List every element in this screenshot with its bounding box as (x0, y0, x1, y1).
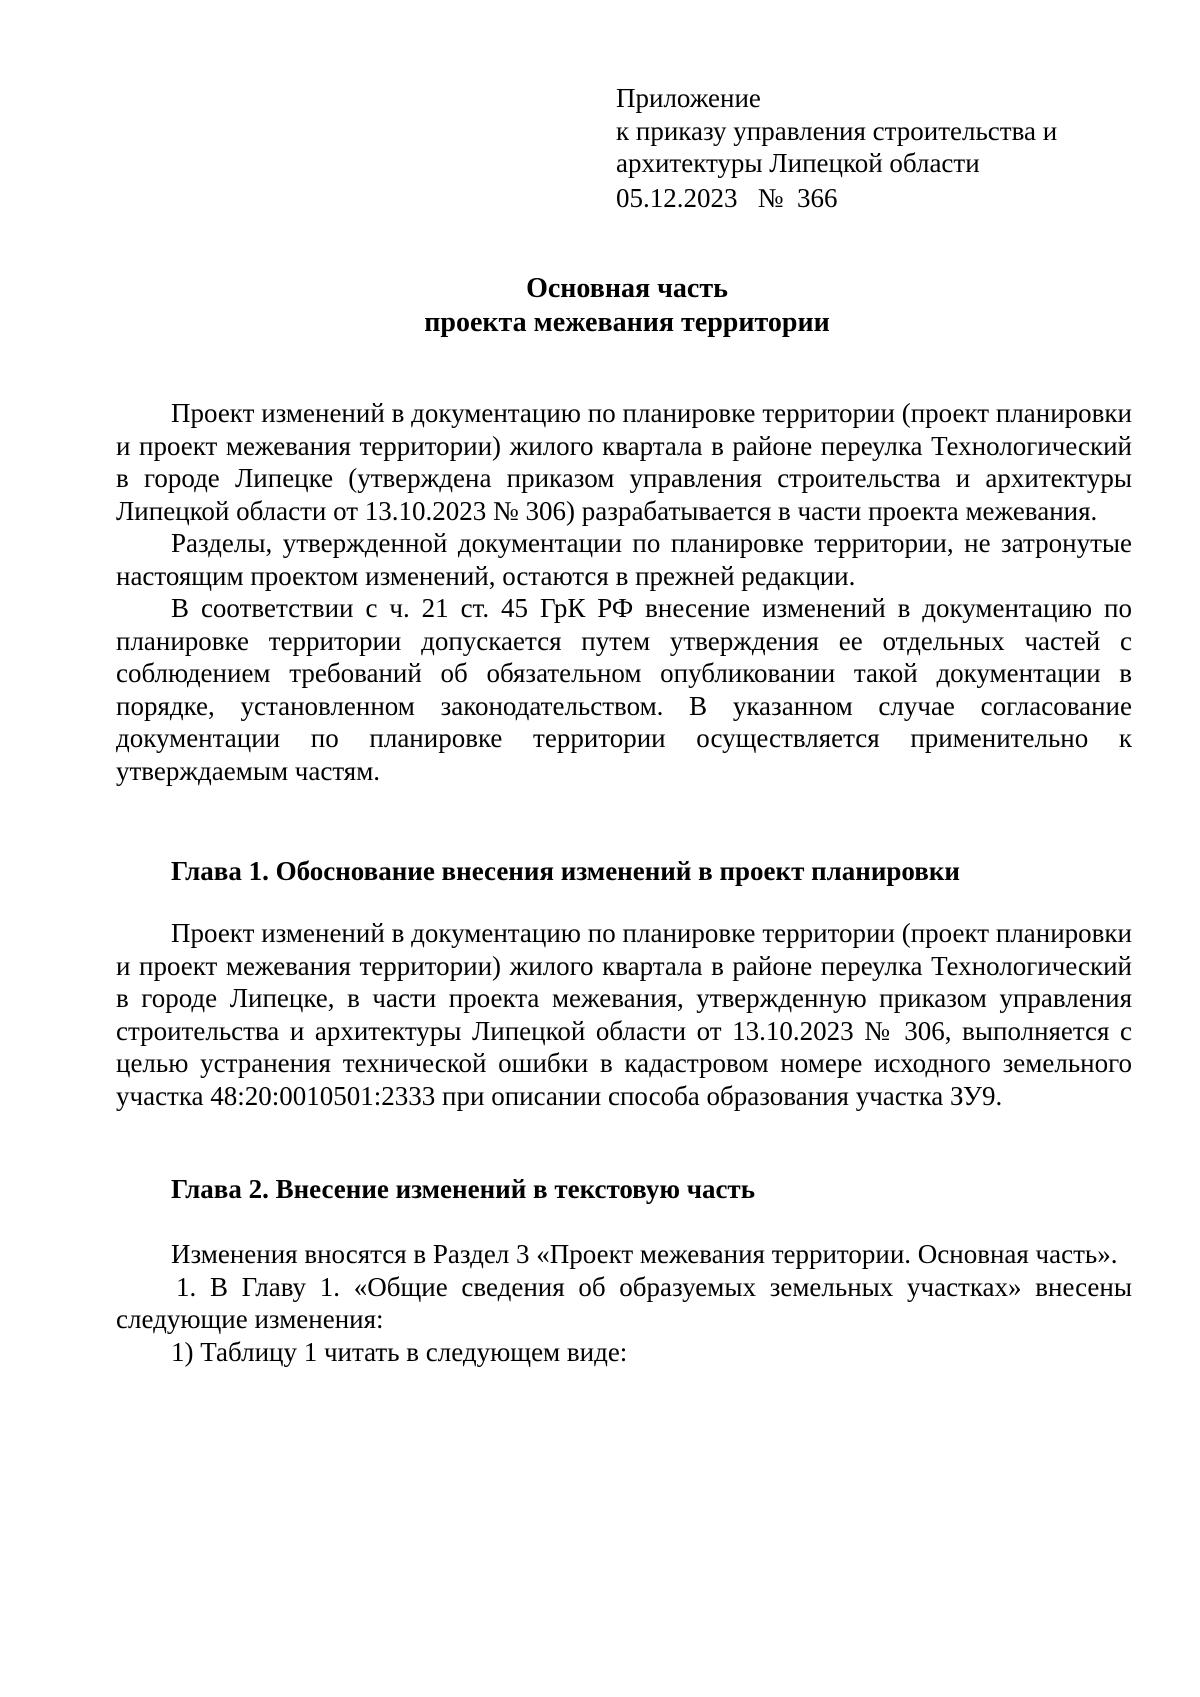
title-line-1: Основная часть (526, 273, 728, 304)
chapter-2-paragraph-2: 1. В Главу 1. «Общие сведения об образуемых земельных участках» внесены следующие изменения: (116, 1271, 1132, 1334)
chapter-2-paragraph-1: Изменения вносятся в Раздел 3 «Проект межевания территории. Основная часть». (171, 1239, 1118, 1269)
appendix-line-1: Приложение (616, 83, 761, 113)
title-line-2: проекта межевания территории (424, 307, 830, 338)
chapter-1-section (116, 917, 1132, 1112)
intro-paragraph-3: В соответствии с ч. 21 ст. 45 ГрК РФ внесение изменений в документацию по планировке территории допускается путем утверждения ее отдельных частей с соблюдением требований об обязательном опубликовании такой документации в порядке, установленном законодательством. В указанном случае согласование документации по планировке территории осуществляется применительно к утверждаемым частям. (116, 593, 1132, 786)
appendix-date-line (616, 182, 1176, 215)
appendix-block (616, 82, 1176, 214)
appendix-date: 05.12.2023 (616, 182, 738, 213)
intro-section (116, 397, 1132, 787)
chapter-1-paragraph-1: Проект изменений в документацию по планировке территории (проект планировки и проект межевания территории) жилого квартала в районе переулка Технологический в городе Липецке, в части проекта межевания, утвержденную приказом управления строительства и архитектуры Липецкой области от 13.10.2023 № 306, выполняется с целью устранения технической ошибки в кадастровом номере исходного земельного участка 48:20:0010501:2333 при описании способа образования участка ЗУ9. (116, 918, 1132, 1111)
appendix-line-3: архитектуры Липецкой области (616, 148, 980, 178)
intro-paragraph-2: Разделы, утвержденной документации по планировке территории, не затронутые настоящим проектом изменений, остаются в прежней редакции. (116, 528, 1132, 591)
appendix-number-sign: № (757, 182, 784, 213)
appendix-line-2: к приказу управления строительства и (616, 115, 1058, 146)
chapter-2-heading: Глава 2. Внесение изменений в текстовую часть (171, 1174, 755, 1204)
document-title (0, 272, 1200, 340)
chapter-1-heading: Глава 1. Обоснование внесения изменений в проект планировки (171, 856, 960, 886)
appendix-number: 366 (797, 182, 838, 213)
intro-paragraph-1: Проект изменений в документацию по планировке территории (проект планировки и проект межевания территории) жилого квартала в районе переулка Технологический в городе Липецке (утверждена приказом управления строительства и архитектуры Липецкой области от 13.10.2023 № 306) разрабатывается в части проекта межевания. (116, 398, 1132, 526)
chapter-2-paragraph-3: 1) Таблицу 1 читать в следующем виде: (171, 1336, 628, 1367)
chapter-2-section (116, 1238, 1132, 1368)
